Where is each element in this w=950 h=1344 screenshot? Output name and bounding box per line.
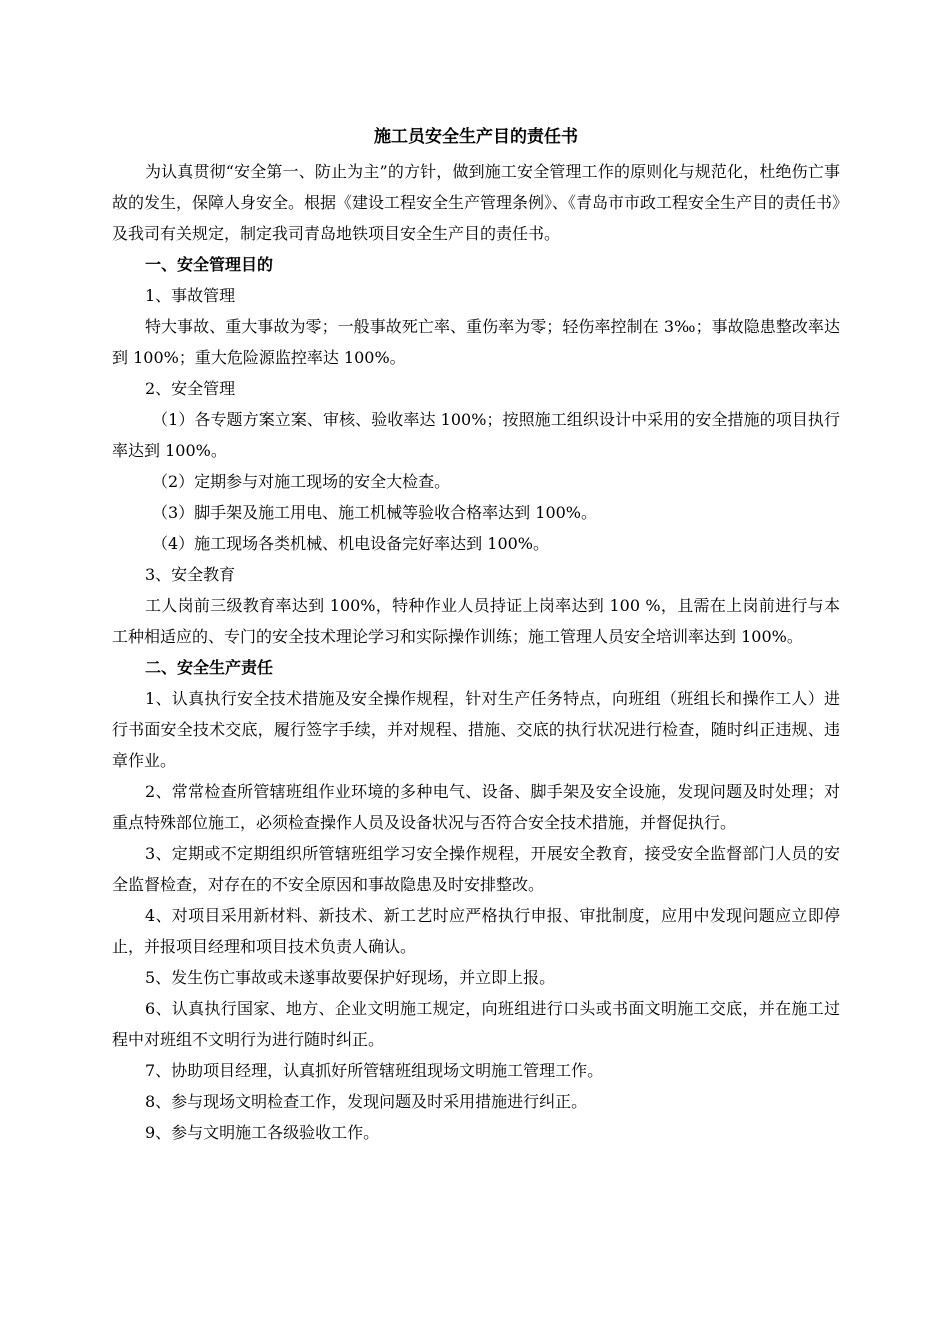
safety-management-item-4: （4）施工现场各类机械、机电设备完好率达到 100%。 xyxy=(152,534,550,553)
responsibility-item-1: 1、认真执行安全技术措施及安全操作规程，针对生产任务特点，向班组（班组长和操作工人）进行书面安全技术交底，履行签字手续，并对规程、措施、交底的执行状况进行检查，随时纠正违规、违章作业。 xyxy=(112,689,840,770)
safety-education-text: 工人岗前三级教育率达到 100%，特种作业人员持证上岗率达到 100 %，且需在上岗前进行与本工种相适应的、专门的安全技术理论学习和实际操作训练；施工管理人员安全培训率达到 100%。 xyxy=(112,596,840,646)
document-title: 施工员安全生产目的责任书 xyxy=(374,127,578,147)
responsibility-item-9: 9、参与文明施工各级验收工作。 xyxy=(145,1123,380,1142)
document-page xyxy=(112,124,840,1148)
safety-management-item-3: （3）脚手架及施工用电、施工机械等验收合格率达到 100%。 xyxy=(152,503,598,522)
sub-heading-safety-management: 2、安全管理 xyxy=(145,379,236,398)
responsibility-item-2: 2、常常检查所管辖班组作业环境的多种电气、设备、脚手架及安全设施，发现问题及时处理；对重点特殊部位施工，必须检查操作人员及设备状况与否符合安全技术措施，并督促执行。 xyxy=(112,782,840,832)
sub-heading-safety-education: 3、安全教育 xyxy=(145,565,236,584)
safety-management-item-1: （1）各专题方案立案、审核、验收率达 100%；按照施工组织设计中采用的安全措施的项目执行率达到 100%。 xyxy=(112,410,840,460)
intro-paragraph: 为认真贯彻“安全第一、防止为主”的方针，做到施工安全管理工作的原则化与规范化，杜绝伤亡事故的发生，保障人身安全。根据《建设工程安全生产管理条例》、《青岛市市政工程安全生产目的责任书》及我司有关规定，制定我司青岛地铁项目安全生产目的责任书。 xyxy=(112,162,841,243)
responsibility-item-7: 7、协助项目经理，认真抓好所管辖班组现场文明施工管理工作。 xyxy=(145,1061,604,1080)
sub-heading-accident-management: 1、事故管理 xyxy=(145,286,236,305)
responsibility-item-3: 3、定期或不定期组织所管辖班组学习安全操作规程，开展安全教育，接受安全监督部门人员的安全监督检查，对存在的不安全原因和事故隐患及时安排整改。 xyxy=(112,844,840,894)
accident-management-text: 特大事故、重大事故为零；一般事故死亡率、重伤率为零；轻伤率控制在 3‰；事故隐患整改率达到 100%；重大危险源监控率达 100%。 xyxy=(112,317,840,367)
section-heading-safety-responsibility: 二、安全生产责任 xyxy=(145,658,274,677)
section-heading-safety-goals: 一、安全管理目的 xyxy=(145,255,274,274)
safety-management-item-2: （2）定期参与对施工现场的安全大检查。 xyxy=(152,472,451,491)
responsibility-item-6: 6、认真执行国家、地方、企业文明施工规定，向班组进行口头或书面文明施工交底，并在施工过程中对班组不文明行为进行随时纠正。 xyxy=(112,999,840,1049)
responsibility-item-4: 4、对项目采用新材料、新技术、新工艺时应严格执行申报、审批制度，应用中发现问题应立即停止，并报项目经理和项目技术负责人确认。 xyxy=(112,906,840,956)
responsibility-item-8: 8、参与现场文明检查工作，发现问题及时采用措施进行纠正。 xyxy=(145,1092,588,1111)
responsibility-item-5: 5、发生伤亡事故或未遂事故要保护好现场，并立即上报。 xyxy=(145,968,556,987)
